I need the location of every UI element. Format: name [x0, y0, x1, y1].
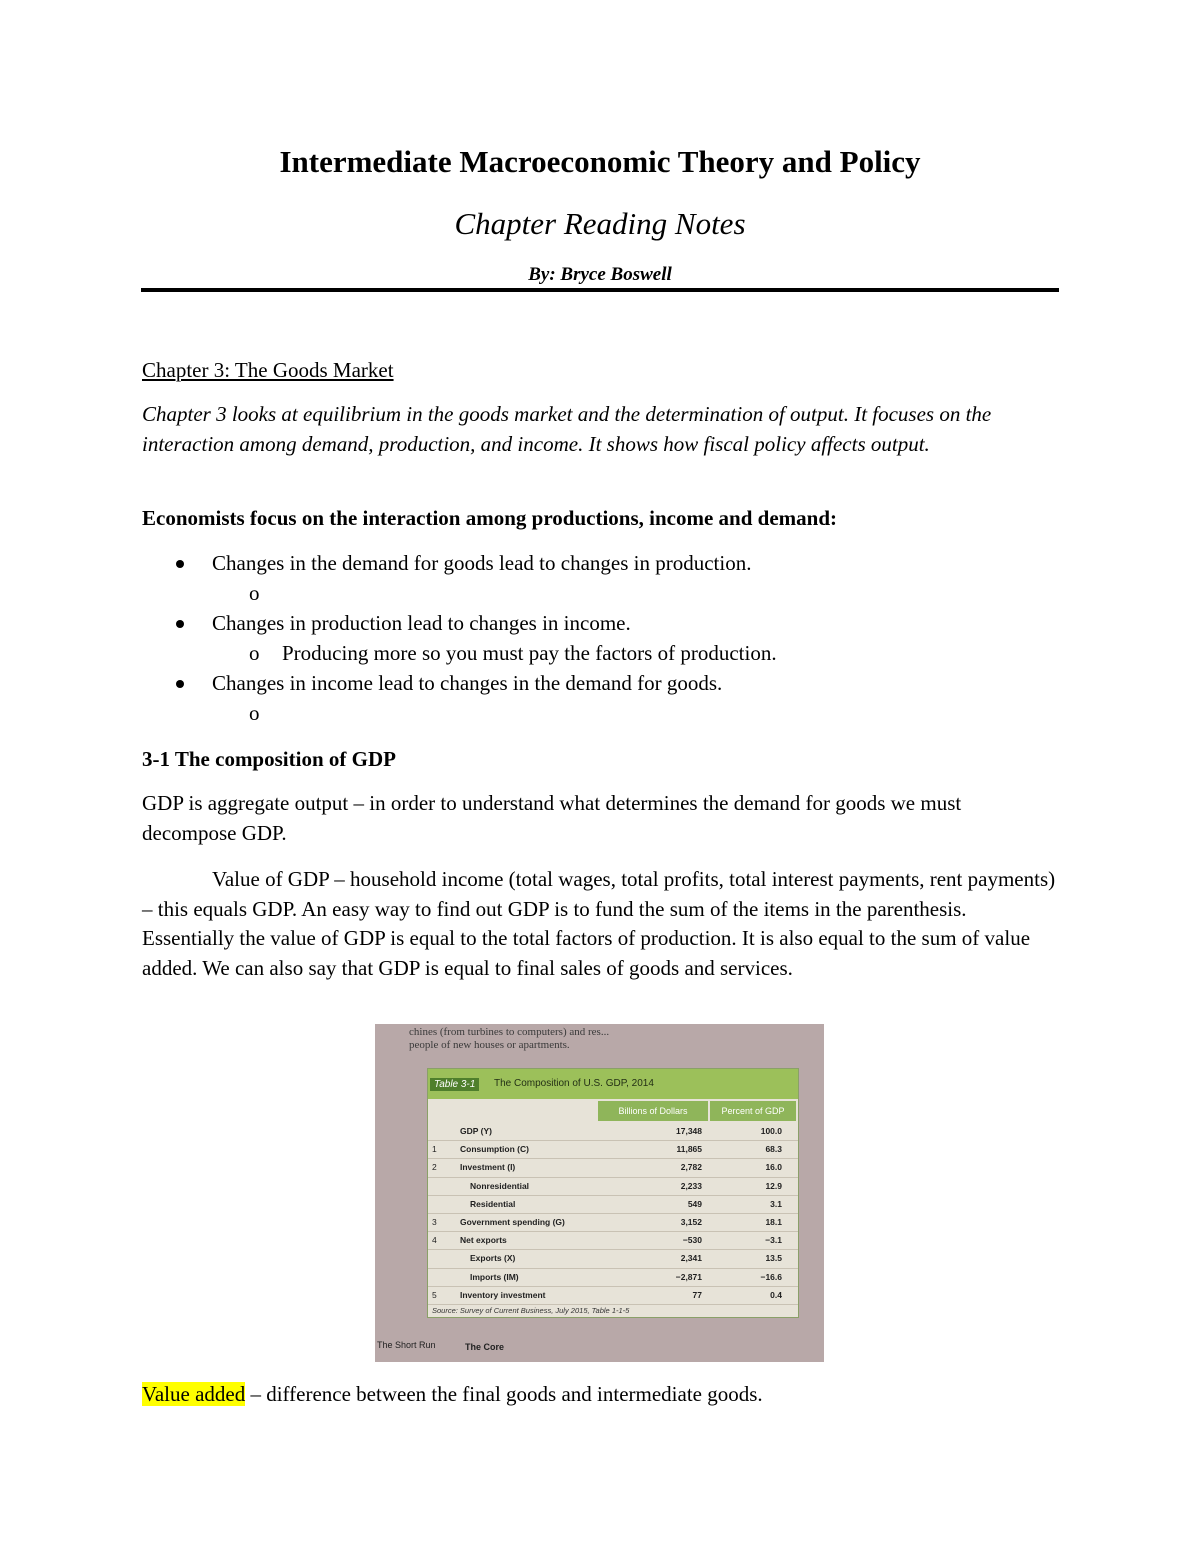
sub-list-item	[142, 638, 1058, 668]
table-row	[428, 1123, 798, 1141]
photo-top-text	[409, 1026, 609, 1052]
row-percent: −3.1	[765, 1235, 782, 1246]
photo-footer	[377, 1340, 505, 1352]
value-added-definition: – difference between the final goods and intermediate goods.	[245, 1382, 763, 1406]
document-subtitle: Chapter Reading Notes	[454, 206, 746, 241]
row-number: 4	[432, 1235, 437, 1246]
row-percent: 100.0	[760, 1126, 782, 1136]
row-dollars: 2,233	[680, 1180, 702, 1191]
table-source: Source: Survey of Current Business, July 2015, Table 1-1-5	[432, 1306, 630, 1315]
gdp-section-heading: 3-1 The composition of GDP	[142, 747, 396, 771]
row-dollars: 3,152	[680, 1216, 702, 1227]
row-number: 5	[432, 1289, 437, 1300]
footer-short-run: The Short Run	[377, 1340, 436, 1350]
row-number: 1	[432, 1144, 437, 1155]
row-percent: 16.0	[765, 1162, 782, 1173]
author-byline: By: Bryce Boswell	[528, 264, 672, 285]
list-item	[142, 608, 1058, 638]
column-header-dollars: Billions of Dollars	[598, 1101, 708, 1121]
list-item-text: Changes in the demand for goods lead to changes in production.	[212, 551, 752, 575]
column-header-percent: Percent of GDP	[710, 1101, 796, 1121]
table-title: The Composition of U.S. GDP, 2014	[494, 1078, 654, 1089]
sub-list-item	[142, 698, 1058, 728]
row-label: Government spending (G)	[460, 1216, 565, 1227]
row-percent: −16.6	[760, 1271, 782, 1282]
table-row	[428, 1232, 798, 1250]
photo-top-line-1: chines (from turbines to computers) and res...	[409, 1026, 610, 1038]
row-dollars: 549	[687, 1198, 702, 1209]
sub-bullet-marker: o	[249, 701, 260, 725]
highlighted-term: Value added	[142, 1382, 246, 1406]
chapter-intro: Chapter 3 looks at equilibrium in the goods market and the determination of output. It focuses on the interaction among demand, production, and income. It shows how fiscal policy affects output.	[142, 402, 992, 456]
list-item-text: Changes in production lead to changes in income.	[212, 611, 631, 635]
interaction-list	[142, 548, 1058, 728]
list-item-text: Changes in income lead to changes in the demand for goods.	[212, 671, 723, 695]
gdp-paragraph: GDP is aggregate output – in order to understand what determines the demand for goods we must decompose GDP.	[142, 791, 962, 845]
sub-bullet-marker: o	[249, 581, 260, 605]
list-item	[142, 668, 1058, 698]
gdp-table	[427, 1068, 799, 1318]
document-title: Intermediate Macroeconomic Theory and Policy	[279, 144, 921, 179]
row-percent: 3.1	[770, 1198, 782, 1209]
bullet-icon	[176, 560, 184, 568]
row-label: Imports (IM)	[470, 1271, 519, 1282]
table-body	[428, 1123, 798, 1305]
row-label: Net exports	[460, 1235, 507, 1246]
row-percent: 12.9	[765, 1180, 782, 1191]
sub-list-item	[142, 578, 1058, 608]
table-row	[428, 1250, 798, 1268]
row-dollars: −530	[682, 1235, 702, 1246]
table-banner	[428, 1069, 798, 1099]
row-percent: 0.4	[770, 1289, 782, 1300]
table-row	[428, 1287, 798, 1305]
row-dollars: 77	[692, 1289, 702, 1300]
header-rule	[141, 288, 1059, 292]
table-row	[428, 1196, 798, 1214]
row-number: 2	[432, 1162, 437, 1173]
row-dollars: 2,341	[680, 1253, 702, 1264]
row-dollars: 17,348	[676, 1126, 702, 1136]
sub-list-item-text: Producing more so you must pay the factors of production.	[282, 641, 777, 665]
row-dollars: 2,782	[680, 1162, 702, 1173]
table-row	[428, 1269, 798, 1287]
table-tag: Table 3-1	[430, 1078, 479, 1091]
row-label: Residential	[470, 1198, 516, 1209]
list-item	[142, 548, 1058, 578]
chapter-heading: Chapter 3: The Goods Market	[142, 358, 394, 382]
row-percent: 13.5	[765, 1253, 782, 1264]
row-label: Consumption (C)	[460, 1144, 529, 1155]
table-row	[428, 1141, 798, 1159]
photo-top-line-2: people of new houses or apartments.	[409, 1039, 570, 1051]
gdp-value-paragraph: Value of GDP – household income (total wages, total profits, total interest payments, rent payments) – this equals GDP. An easy way to find out GDP is to fund the sum of the items in the parenthesis. Essentially the value of GDP is equal to the total factors of production. It is also equal to the sum of value added. We can also say that GDP is equal to final sales of goods and services.	[142, 867, 1056, 980]
table-row	[428, 1214, 798, 1232]
row-label: GDP (Y)	[460, 1126, 492, 1136]
row-label: Inventory investment	[460, 1289, 546, 1300]
row-label: Nonresidential	[470, 1180, 530, 1191]
row-label: Investment (I)	[460, 1162, 516, 1173]
interaction-heading: Economists focus on the interaction among productions, income and demand:	[142, 506, 837, 530]
bullet-icon	[176, 620, 184, 628]
gdp-table-photo	[375, 1024, 824, 1362]
table-row	[428, 1178, 798, 1196]
row-number: 3	[432, 1216, 437, 1227]
footer-core: The Core	[465, 1342, 505, 1352]
row-percent: 18.1	[765, 1216, 782, 1227]
sub-bullet-marker: o	[249, 641, 260, 665]
value-added-line	[142, 1380, 1058, 1410]
table-row	[428, 1159, 798, 1177]
bullet-icon	[176, 680, 184, 688]
row-dollars: 11,865	[676, 1144, 702, 1155]
row-percent: 68.3	[765, 1144, 782, 1155]
row-label: Exports (X)	[470, 1253, 516, 1264]
row-dollars: −2,871	[675, 1271, 702, 1282]
